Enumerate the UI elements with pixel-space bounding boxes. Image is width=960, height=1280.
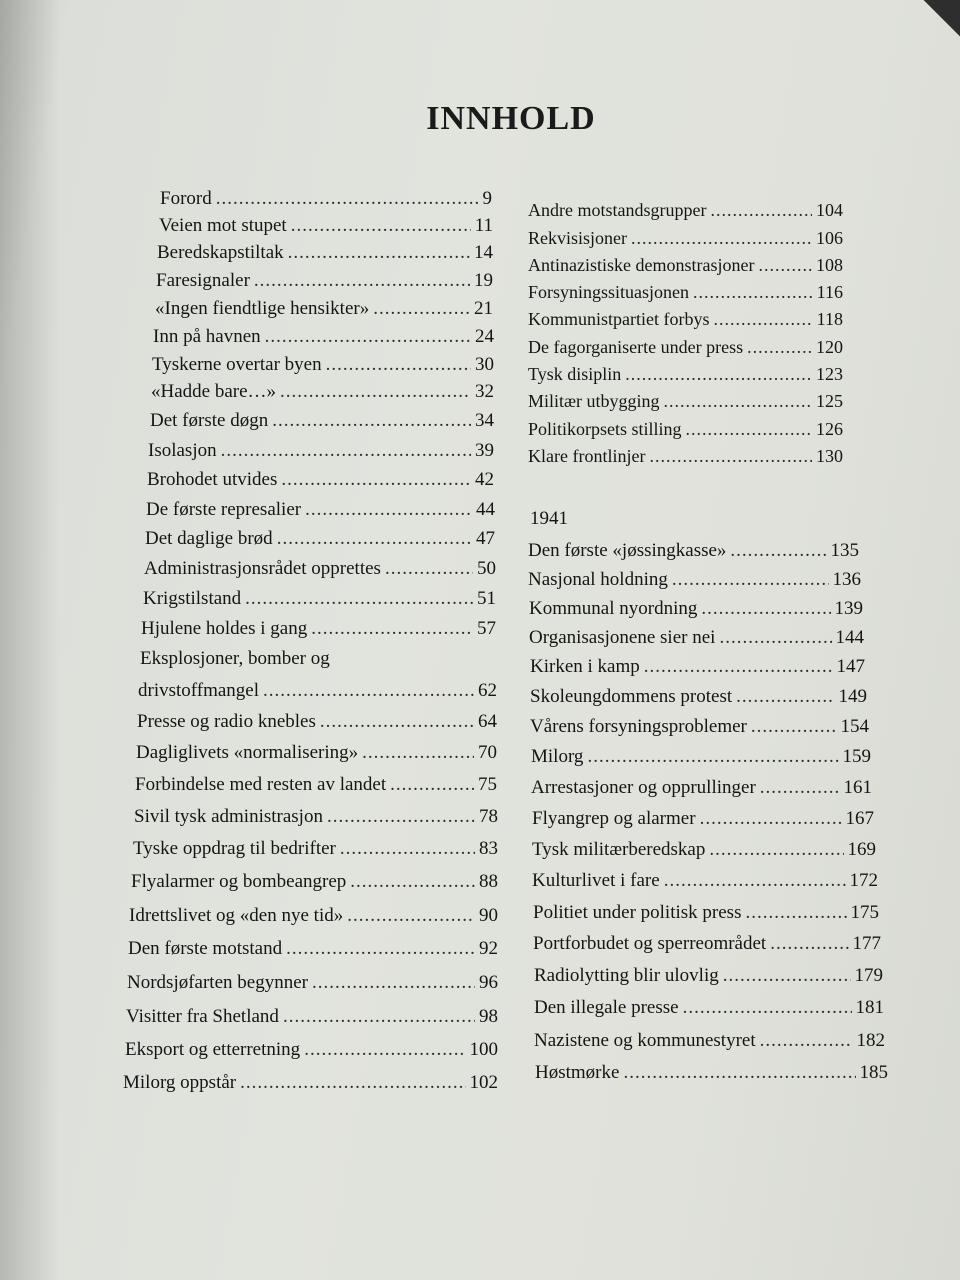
toc-entry <box>136 742 497 764</box>
toc-entry <box>532 808 874 830</box>
dot-leader <box>327 806 475 828</box>
toc-entry-title: Det første døgn <box>150 410 269 431</box>
toc-entry <box>533 902 879 924</box>
toc-entry-title: Det daglige brød <box>145 528 273 549</box>
toc-entry-page: 21 <box>474 298 493 319</box>
toc-entry-title: Kulturlivet i fare <box>532 870 660 891</box>
toc-entry <box>528 337 843 358</box>
toc-entry <box>123 1072 498 1094</box>
toc-entry-page: 96 <box>479 972 498 993</box>
toc-entry <box>159 215 493 237</box>
dot-leader <box>283 1006 475 1028</box>
dot-leader <box>760 777 840 799</box>
toc-entry-page: 159 <box>842 746 871 767</box>
toc-entry-title: Eksport og etterretning <box>125 1039 301 1060</box>
toc-entry <box>534 997 884 1019</box>
toc-entry-title: Inn på havnen <box>153 326 261 347</box>
dot-leader <box>693 282 813 303</box>
toc-entry <box>528 419 843 440</box>
dot-leader <box>672 569 829 591</box>
toc-entry-page: 179 <box>854 965 883 986</box>
toc-entry-page: 19 <box>474 270 493 291</box>
toc-entry-title: Flyangrep og alarmer <box>532 808 696 829</box>
dot-leader <box>272 410 471 432</box>
toc-entry-title: Brohodet utvides <box>147 469 278 490</box>
toc-entry-title: Vårens forsyningsproblemer <box>530 716 747 737</box>
toc-entry-page: 98 <box>479 1006 498 1027</box>
year-heading: 1941 <box>530 508 568 529</box>
dot-leader <box>730 540 826 562</box>
dot-leader <box>683 997 852 1019</box>
toc-entry-page: 83 <box>479 838 498 859</box>
toc-entry-page: 100 <box>469 1039 498 1060</box>
dot-leader <box>216 188 479 210</box>
dot-leader <box>312 972 475 994</box>
toc-entry-title: Administrasjonsrådet opprettes <box>144 558 381 579</box>
toc-entry-page: 78 <box>479 806 498 827</box>
dot-leader <box>709 839 843 861</box>
toc-entry-page: 44 <box>476 499 495 520</box>
dot-leader <box>713 309 812 330</box>
toc-entry-title: Kommunal nyordning <box>529 598 698 619</box>
dot-leader <box>736 686 834 708</box>
toc-entry <box>133 838 498 860</box>
toc-entry-page: 106 <box>816 228 843 248</box>
toc-entry-page: 75 <box>478 774 497 795</box>
toc-entry-page: 139 <box>834 598 863 619</box>
toc-entry-page: 136 <box>832 569 861 590</box>
dot-leader <box>373 298 470 320</box>
toc-entry-title: Klare frontlinjer <box>528 446 646 466</box>
toc-entry-page: 149 <box>838 686 867 707</box>
toc-entry-page: 118 <box>816 309 843 329</box>
toc-entry-title: Kommunistpartiet forbys <box>528 309 710 329</box>
toc-entry-title: De fagorganiserte under press <box>528 337 744 357</box>
toc-entry <box>528 569 861 591</box>
page-shadow <box>0 0 60 1280</box>
toc-entry-title: Tyske oppdrag til bedrifter <box>133 838 336 859</box>
dot-leader <box>340 838 475 860</box>
dot-leader <box>625 364 812 385</box>
toc-entry-title: Nordsjøfarten begynner <box>127 972 308 993</box>
toc-entry <box>146 499 495 521</box>
dot-leader <box>281 469 471 491</box>
dot-leader <box>326 354 471 376</box>
dot-leader <box>240 1072 465 1094</box>
toc-entry <box>148 440 494 462</box>
toc-entry <box>528 364 843 385</box>
toc-entry-title: Nasjonal holdning <box>528 569 668 590</box>
toc-entry <box>150 410 494 432</box>
toc-entry-title: Milorg <box>531 746 584 767</box>
dot-leader <box>664 870 846 892</box>
toc-entry-title: Portforbudet og sperreområdet <box>533 933 767 954</box>
toc-entry-title: Forsyningssituasjonen <box>528 282 690 302</box>
dot-leader <box>631 228 812 249</box>
toc-entry <box>534 1030 885 1052</box>
dot-leader <box>265 326 471 348</box>
toc-entry-title: Den illegale presse <box>534 997 679 1018</box>
dot-leader <box>587 746 838 768</box>
toc-entry-title: Faresignaler <box>156 270 250 291</box>
toc-entry-title: Den første «jøssingkasse» <box>528 540 727 561</box>
toc-entry-title: Idrettslivet og «den nye tid» <box>129 905 344 926</box>
toc-entry-title: Beredskapstiltak <box>157 242 284 263</box>
toc-entry-title: Tyskerne overtar byen <box>152 354 322 375</box>
toc-entry-page: 102 <box>469 1072 498 1093</box>
toc-entry <box>143 588 496 610</box>
toc-entry-title: Politiet under politisk press <box>533 902 742 923</box>
dot-leader <box>686 419 812 440</box>
toc-entry-page: 30 <box>475 354 494 375</box>
toc-entry <box>160 188 492 210</box>
toc-entry <box>531 777 872 799</box>
dot-leader <box>320 711 474 733</box>
dot-leader <box>304 1039 465 1061</box>
dot-leader <box>277 528 472 550</box>
dot-leader <box>760 1030 853 1052</box>
dot-leader <box>286 938 475 960</box>
toc-entry <box>138 680 497 702</box>
dot-leader <box>758 255 812 276</box>
toc-entry <box>528 309 843 330</box>
toc-entry-page: 154 <box>840 716 869 737</box>
toc-entry-title: Rekvisisjoner <box>528 228 627 248</box>
toc-entry <box>528 446 843 467</box>
toc-entry-page: 64 <box>478 711 497 732</box>
dot-leader <box>701 598 830 620</box>
dot-leader <box>623 1062 855 1084</box>
toc-entry <box>532 839 876 861</box>
dot-leader <box>649 446 812 467</box>
dot-leader <box>751 716 837 738</box>
toc-entry <box>145 528 495 550</box>
dot-leader <box>263 680 474 702</box>
toc-entry-title: «Hadde bare…» <box>151 381 277 402</box>
toc-entry-page: 123 <box>816 364 843 384</box>
toc-entry-page: 182 <box>856 1030 885 1051</box>
toc-entry-page: 70 <box>478 742 497 763</box>
toc-entry-title: Flyalarmer og bombeangrep <box>131 871 347 892</box>
dot-leader <box>747 337 812 358</box>
toc-entry-title: Politikorpsets stilling <box>528 419 682 439</box>
toc-entry-page: 104 <box>816 200 843 220</box>
toc-entry <box>131 871 498 893</box>
toc-entry-title: «Ingen fiendtlige hensikter» <box>155 298 370 319</box>
toc-entry-title: Milorg oppstår <box>123 1072 237 1093</box>
dot-leader <box>719 627 831 649</box>
dot-leader <box>280 381 471 403</box>
dot-leader <box>347 905 475 927</box>
toc-entry-page: 11 <box>474 215 493 236</box>
toc-entry <box>532 870 878 892</box>
dot-leader <box>221 440 471 462</box>
dot-leader <box>254 270 470 292</box>
dot-leader <box>390 774 474 796</box>
toc-entry <box>129 905 498 927</box>
toc-entry-title: Tysk militærberedskap <box>532 839 706 860</box>
dot-leader <box>362 742 474 764</box>
toc-entry-page: 185 <box>859 1062 888 1083</box>
toc-entry <box>530 686 867 708</box>
toc-entry-page: 126 <box>816 419 843 439</box>
toc-entry-title: Organisasjonene sier nei <box>529 627 716 648</box>
toc-entry <box>528 228 843 249</box>
toc-entry-title: Arrestasjoner og opprullinger <box>531 777 756 798</box>
dot-leader <box>291 215 471 237</box>
toc-entry-title: Radiolytting blir ulovlig <box>534 965 719 986</box>
toc-entry-page: 144 <box>835 627 864 648</box>
toc-entry <box>141 618 496 640</box>
toc-entry <box>126 1006 498 1028</box>
toc-entry <box>529 598 863 620</box>
toc-entry <box>535 1062 888 1084</box>
toc-entry-title: Veien mot stupet <box>159 215 287 236</box>
toc-entry-page: 169 <box>847 839 876 860</box>
toc-entry <box>135 774 497 796</box>
dot-leader <box>745 902 846 924</box>
toc-entry-page: 175 <box>850 902 879 923</box>
dot-leader <box>770 933 848 955</box>
toc-entry-title: Sivil tysk administrasjon <box>134 806 323 827</box>
toc-entry-page: 161 <box>843 777 872 798</box>
toc-entry <box>134 806 498 828</box>
toc-entry-title: Forord <box>160 188 212 209</box>
toc-entry-page: 181 <box>855 997 884 1018</box>
toc-entry <box>528 540 859 562</box>
toc-entry <box>529 627 864 649</box>
toc-entry <box>153 326 494 348</box>
toc-entry-title: Isolasjon <box>148 440 217 461</box>
toc-entry <box>156 270 493 292</box>
toc-entry <box>528 200 843 221</box>
toc-entry-page: 9 <box>482 188 492 209</box>
dot-leader <box>664 391 812 412</box>
page-title: INNHOLD <box>426 100 596 137</box>
toc-entry-page: 34 <box>475 410 494 431</box>
dot-leader <box>288 242 470 264</box>
toc-entry <box>128 938 498 960</box>
toc-entry <box>155 298 493 320</box>
toc-entry <box>534 965 883 987</box>
toc-entry <box>125 1039 498 1061</box>
toc-entry-page: 47 <box>476 528 495 549</box>
toc-entry-page: 92 <box>479 938 498 959</box>
toc-entry-page: 50 <box>477 558 496 579</box>
toc-entry-page: 120 <box>816 337 843 357</box>
dot-leader <box>723 965 851 987</box>
toc-entry <box>531 746 871 768</box>
toc-entry-title: Nazistene og kommunestyret <box>534 1030 756 1051</box>
toc-entry <box>127 972 498 994</box>
dot-leader <box>700 808 842 830</box>
toc-entry-page: 39 <box>475 440 494 461</box>
dot-leader <box>644 656 833 678</box>
toc-entry-title: Antinazistiske demonstrasjoner <box>528 255 755 275</box>
toc-entry-title: Tysk disiplin <box>528 364 622 384</box>
toc-entry <box>151 381 494 403</box>
toc-entry-title: Krigstilstand <box>143 588 242 609</box>
toc-entry <box>528 255 843 276</box>
toc-entry-page: 32 <box>475 381 494 402</box>
toc-entry-page: 116 <box>816 282 843 302</box>
toc-entry-title: drivstoffmangel <box>138 680 260 701</box>
toc-entry-title: Andre motstandsgrupper <box>528 200 707 220</box>
toc-entry-page: 135 <box>830 540 859 561</box>
toc-entry <box>528 391 843 412</box>
toc-entry-title: De første represalier <box>146 499 302 520</box>
background-corner <box>920 0 960 40</box>
toc-entry <box>144 558 496 580</box>
toc-entry-page: 125 <box>816 391 843 411</box>
toc-entry-title: Dagliglivets «normalisering» <box>136 742 359 763</box>
toc-entry <box>147 469 494 491</box>
toc-entry-page: 167 <box>845 808 874 829</box>
toc-entry-title: Militær utbygging <box>528 391 660 411</box>
toc-entry-title-line: Eksplosjoner, bomber og <box>140 648 330 669</box>
toc-entry-title: Kirken i kamp <box>530 656 640 677</box>
dot-leader <box>710 200 812 221</box>
toc-entry-title: Hjulene holdes i gang <box>141 618 308 639</box>
toc-entry-title: Presse og radio knebles <box>137 711 316 732</box>
toc-entry <box>528 282 843 303</box>
toc-entry-page: 51 <box>477 588 496 609</box>
toc-entry-page: 177 <box>852 933 881 954</box>
toc-entry-page: 14 <box>474 242 493 263</box>
toc-entry-title: Høstmørke <box>535 1062 620 1083</box>
toc-entry-page: 62 <box>478 680 497 701</box>
toc-entry <box>157 242 493 264</box>
toc-entry-title: Skoleungdommens protest <box>530 686 733 707</box>
dot-leader <box>245 588 473 610</box>
toc-entry-page: 172 <box>849 870 878 891</box>
toc-entry-page: 24 <box>475 326 494 347</box>
toc-entry <box>137 711 497 733</box>
toc-entry-page: 147 <box>836 656 865 677</box>
toc-entry-title: Visitter fra Shetland <box>126 1006 279 1027</box>
toc-entry-title: Forbindelse med resten av landet <box>135 774 387 795</box>
toc-entry <box>152 354 494 376</box>
dot-leader <box>305 499 472 521</box>
toc-entry-page: 130 <box>816 446 843 466</box>
dot-leader <box>350 871 475 893</box>
toc-entry-page: 90 <box>479 905 498 926</box>
toc-entry-title: Den første motstand <box>128 938 283 959</box>
toc-entry <box>530 656 865 678</box>
toc-entry-page: 108 <box>816 255 843 275</box>
toc-entry <box>530 716 869 738</box>
dot-leader <box>311 618 473 640</box>
dot-leader <box>385 558 473 580</box>
toc-entry-page: 88 <box>479 871 498 892</box>
toc-entry-page: 57 <box>477 618 496 639</box>
toc-entry <box>533 933 881 955</box>
toc-entry-page: 42 <box>475 469 494 490</box>
